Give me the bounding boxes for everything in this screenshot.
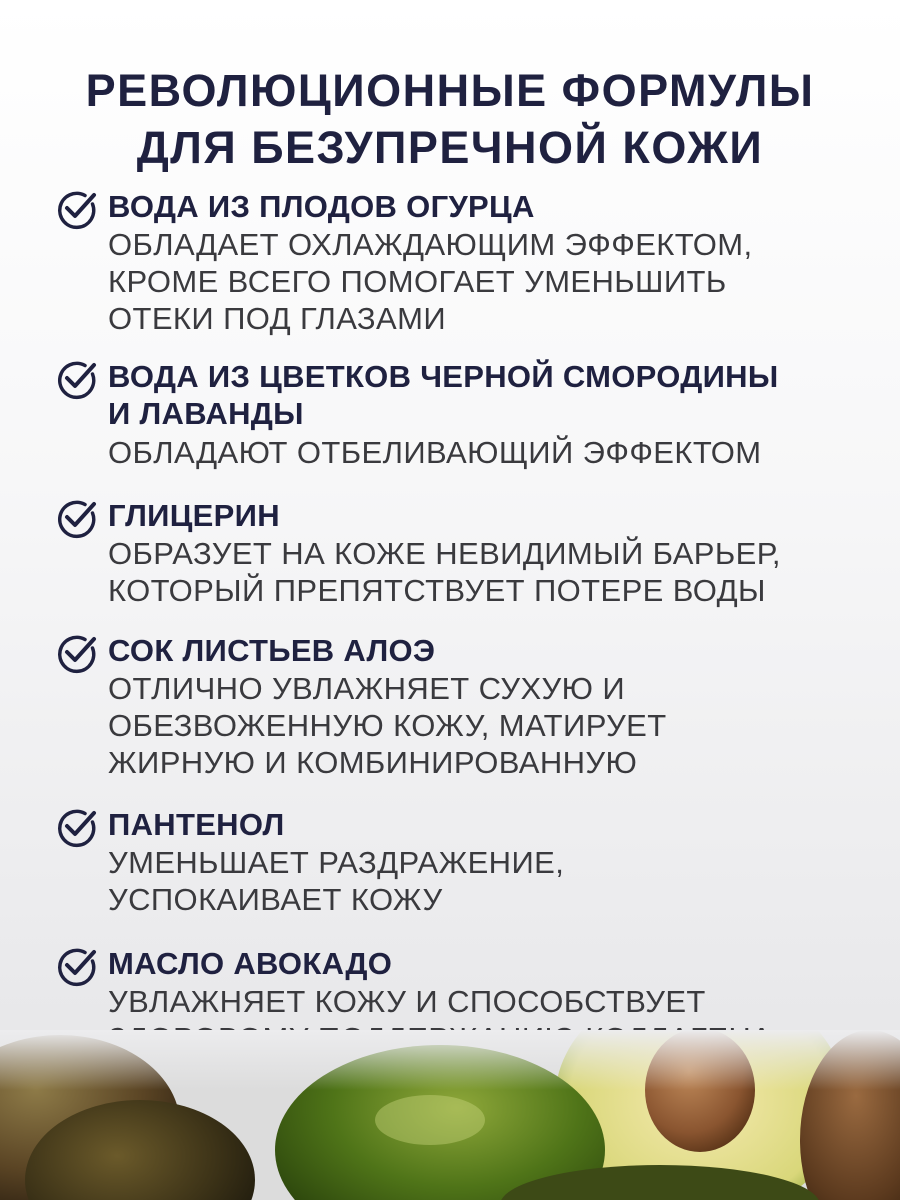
ingredient-description: ОБЛАДАЮТ ОТБЕЛИВАЮЩИЙ ЭФФЕКТОМ bbox=[108, 435, 762, 470]
ingredient-heading: ПАНТЕНОЛ bbox=[108, 807, 285, 842]
ingredient-heading: ВОДА ИЗ ПЛОДОВ ОГУРЦА bbox=[108, 189, 535, 224]
ingredient-heading: ВОДА ИЗ ЦВЕТКОВ ЧЕРНОЙ СМОРОДИНЫ И ЛАВАНДЫ bbox=[108, 359, 779, 431]
ingredient-description: ОБРАЗУЕТ НА КОЖЕ НЕВИДИМЫЙ БАРЬЕР, КОТОРЫЙ ПРЕПЯТСТВУЕТ ПОТЕРЕ ВОДЫ bbox=[108, 536, 781, 608]
ingredient-heading: СОК ЛИСТЬЕВ АЛОЭ bbox=[108, 633, 436, 668]
ingredient-description: ОБЛАДАЕТ ОХЛАЖДАЮЩИМ ЭФФЕКТОМ, КРОМЕ ВСЕГО ПОМОГАЕТ УМЕНЬШИТЬ ОТЕКИ ПОД ГЛАЗАМИ bbox=[108, 227, 753, 336]
page-title bbox=[0, 62, 900, 176]
check-circle-icon bbox=[55, 806, 97, 848]
ingredient-heading: ГЛИЦЕРИН bbox=[108, 498, 280, 533]
check-circle-icon bbox=[55, 632, 97, 674]
ingredient-description: ОТЛИЧНО УВЛАЖНЯЕТ СУХУЮ И ОБЕЗВОЖЕННУЮ КОЖУ, МАТИРУЕТ ЖИРНУЮ И КОМБИНИРОВАННУЮ bbox=[108, 671, 667, 780]
check-circle-icon bbox=[55, 497, 97, 539]
check-circle-icon bbox=[55, 358, 97, 400]
title-line-2: ДЛЯ БЕЗУПРЕЧНОЙ КОЖИ bbox=[136, 122, 764, 173]
title-line-1: РЕВОЛЮЦИОННЫЕ ФОРМУЛЫ bbox=[85, 65, 815, 116]
check-circle-icon bbox=[55, 945, 97, 987]
ingredient-heading: МАСЛО АВОКАДО bbox=[108, 946, 393, 981]
ingredient-description: УВЛАЖНЯЕТ КОЖУ И СПОСОБСТВУЕТ bbox=[108, 984, 706, 1019]
ingredient-description: УМЕНЬШАЕТ РАЗДРАЖЕНИЕ, УСПОКАИВАЕТ КОЖУ bbox=[108, 845, 565, 917]
check-circle-icon bbox=[55, 188, 97, 230]
avocado-photo bbox=[0, 1030, 900, 1200]
photo-fade-overlay bbox=[0, 1030, 900, 1090]
